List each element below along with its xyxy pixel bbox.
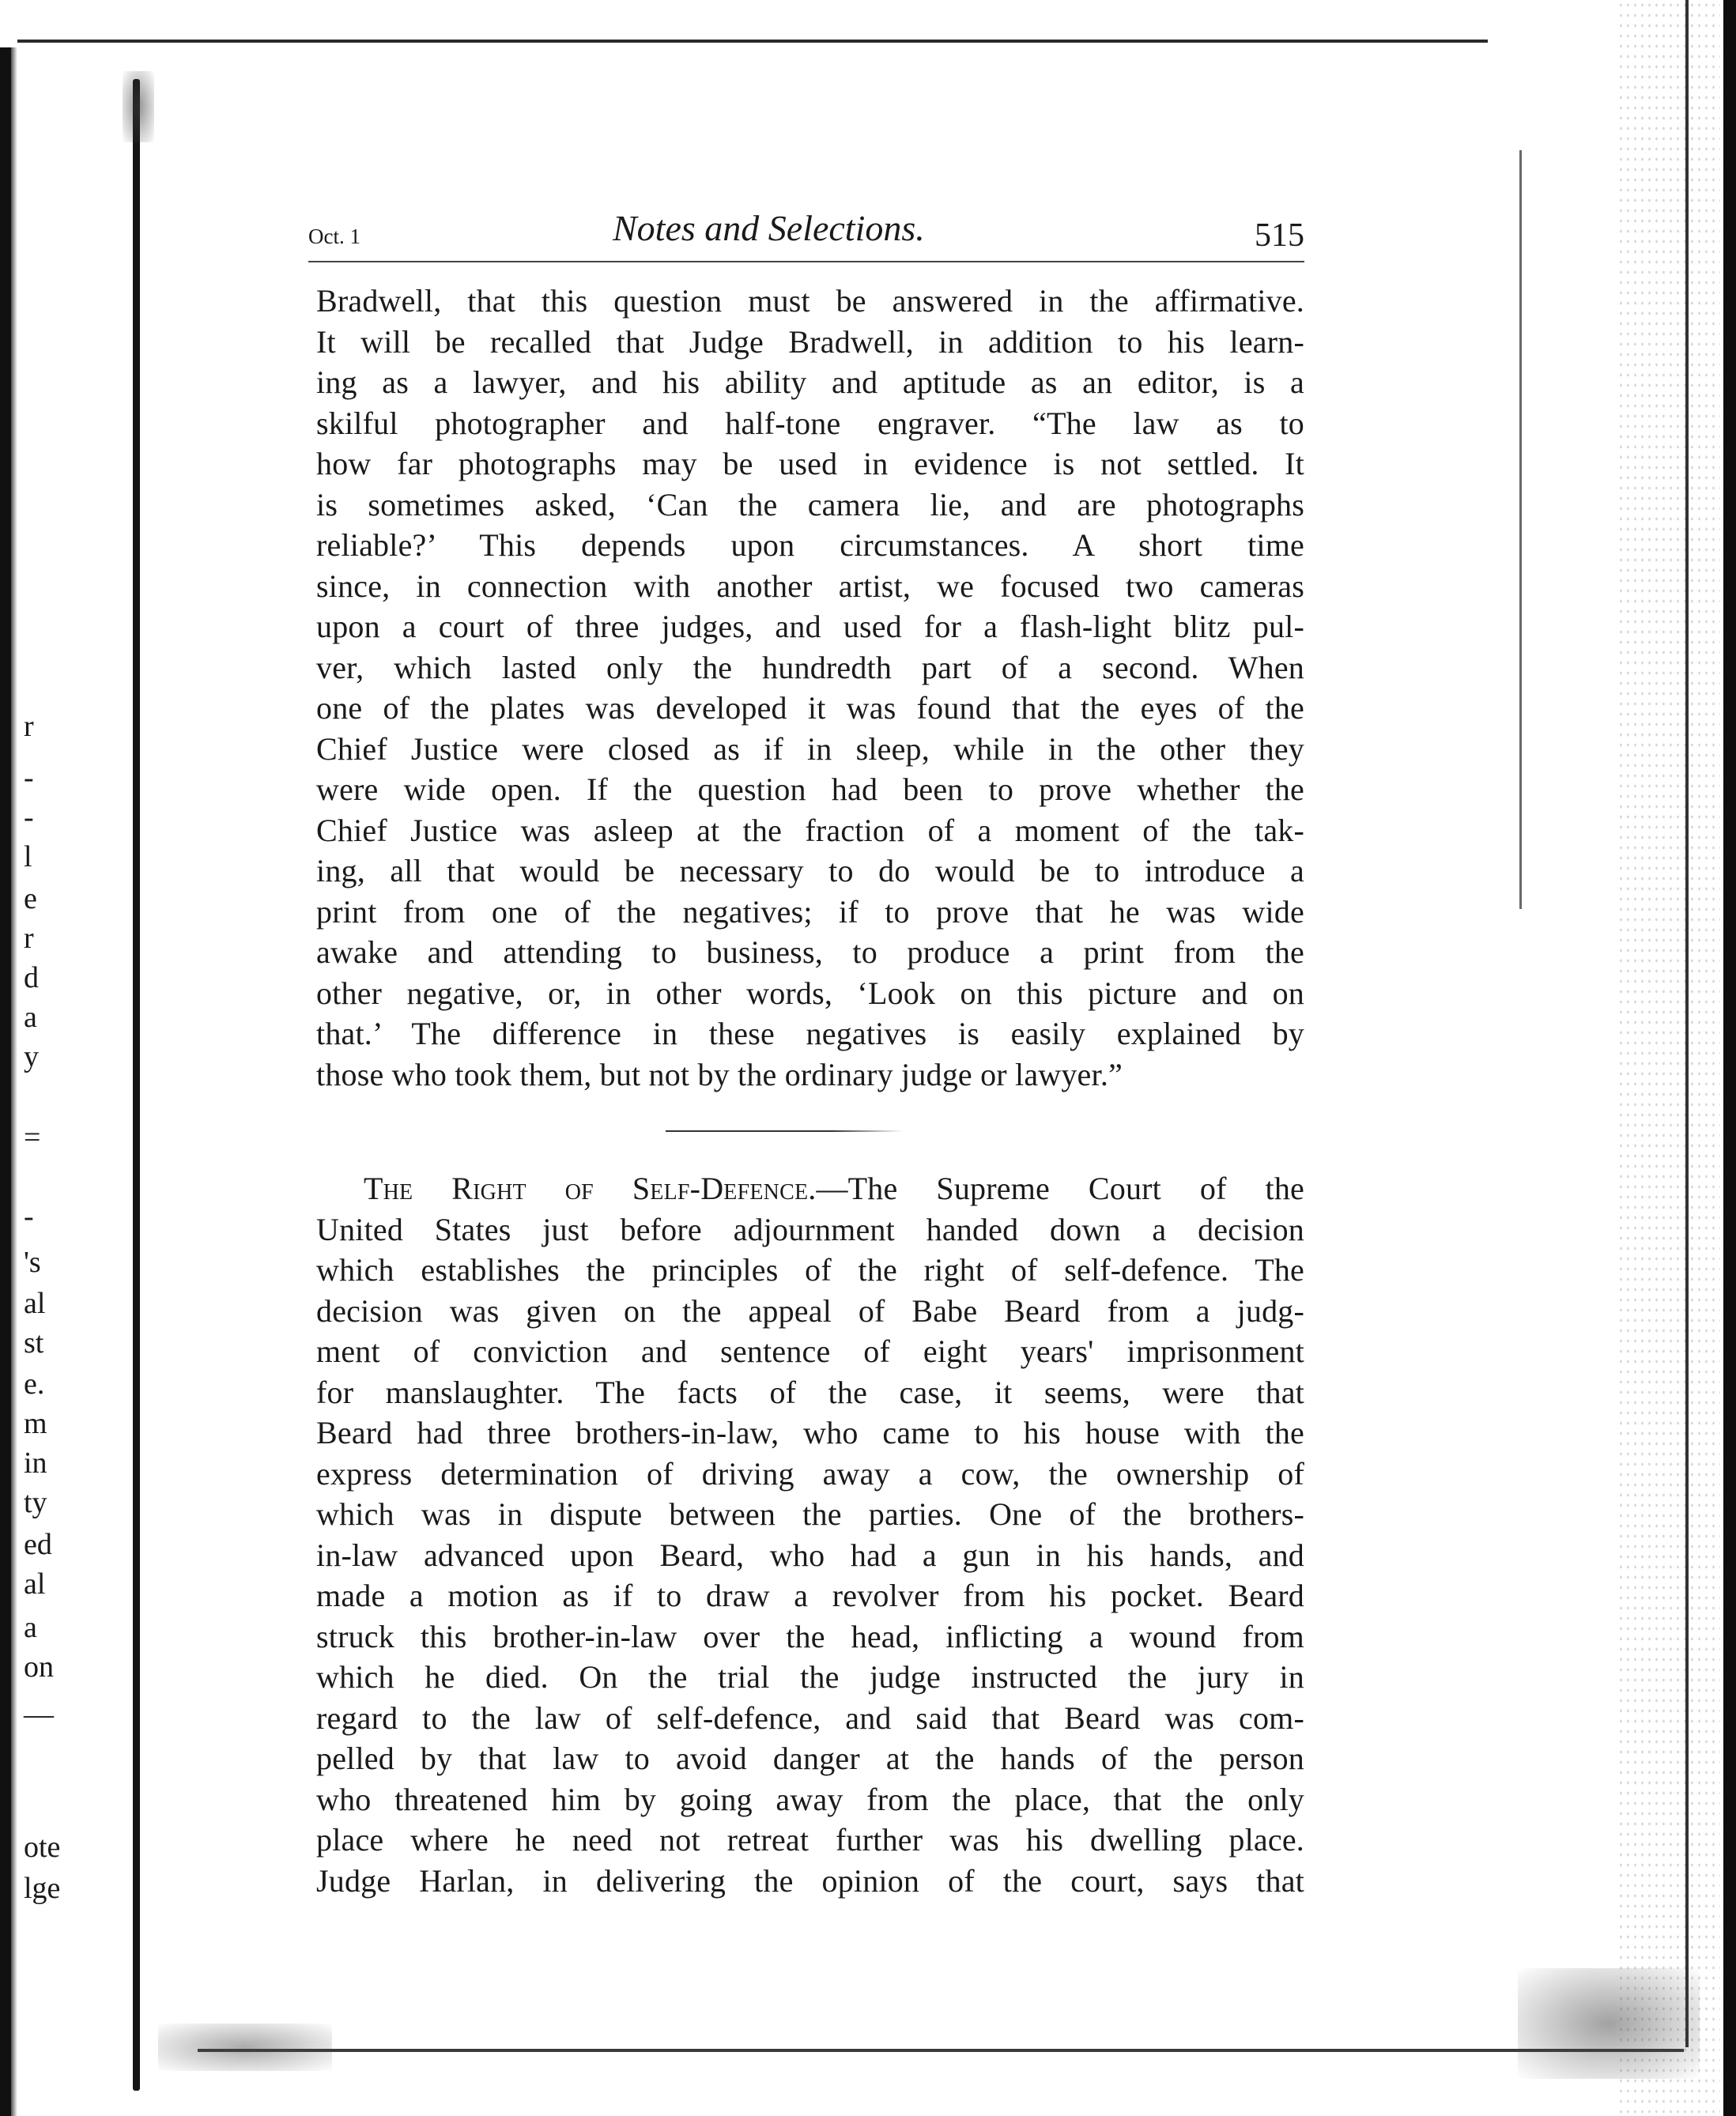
facing-fragment: ed [24,1528,52,1561]
facing-fragment: a [24,1001,37,1034]
facing-fragment: — [24,1698,54,1731]
running-head [308,207,1304,255]
facing-page-fragments [17,0,128,2116]
text-line: Bradwell, that this question must be answered in the affirmative. [316,283,1304,319]
page-binding-edge [133,79,140,2091]
facing-fragment: e [24,882,37,915]
text-line: made a motion as if to draw a revolver from his pocket. Beard [316,1578,1304,1613]
scan-left-edge [0,47,11,2116]
facing-fragment: al [24,1287,46,1320]
text-line: in-law advanced upon Beard, who had a gun in his hands, and [316,1537,1304,1573]
header-title: Notes and Selections. [613,208,925,248]
facing-fragment: r [24,922,34,955]
text-line: how far photographs may be used in evidence is not settled. It [316,446,1304,481]
text-line: awake and attending to business, to produce a print from the [316,934,1304,970]
text-line: reliable?’ This depends upon circumstances. A short time [316,527,1304,563]
text-line-rest: —The Supreme Court of the [816,1171,1305,1206]
text-line: which was in dispute between the parties. One of the brothers- [316,1496,1304,1532]
text-line: which he died. On the trial the judge instructed the jury in [316,1659,1304,1695]
text-line: since, in connection with another artist, we focused two cameras [316,568,1304,604]
facing-fragment: - [24,801,34,834]
text-line: Chief Justice were closed as if in sleep, while in the other they [316,730,1304,767]
header-rule [308,261,1304,262]
facing-fragment: in [24,1446,47,1480]
text-line: upon a court of three judges, and used for a flash-light blitz pul- [316,609,1304,644]
facing-fragment: ote [24,1831,61,1864]
text-line: ing, all that would be necessary to do would be to introduce a [316,853,1304,888]
text-line: Beard had three brothers-in-law, who came to his house with the [316,1415,1304,1450]
text-line: ment of conviction and sentence of eight years' imprisonment [316,1333,1304,1369]
text-line: one of the plates was developed it was found that the eyes of the [316,690,1304,726]
scan-top-edge [17,40,1488,43]
section-separator [666,1130,903,1132]
facing-fragment: e. [24,1367,45,1401]
text-line: Judge Harlan, in delivering the opinion of the court, says that [316,1862,1304,1899]
margin-rule [1519,150,1522,909]
scan-left-edge-shadow [11,47,17,2116]
facing-fragment: st [24,1326,44,1360]
scan-bottom-smudge [158,2024,332,2071]
text-line: who threatened him by going away from the place, that the only [316,1781,1304,1817]
scan-bottom-edge [198,2049,1684,2052]
text-line: ver, which lasted only the hundredth part of a second. When [316,649,1304,685]
text-line: is sometimes asked, ‘Can the camera lie, and are photographs [316,486,1304,522]
facing-fragment: r [24,710,34,743]
text-line: those who took them, but not by the ordinary judge or lawyer.” [316,1056,1123,1092]
text-line: struck this brother-in-law over the head, inflicting a wound from [316,1618,1304,1654]
facing-fragment: d [24,961,39,994]
text-line: United States just before adjournment handed down a decision [316,1211,1304,1247]
text-line: decision was given on the appeal of Babe Beard from a judg- [316,1292,1304,1329]
article-heading: The Right of Self-Defence. [364,1171,817,1206]
text-line: that.’ The difference in these negatives is easily explained by [316,1016,1304,1051]
text-line: other negative, or, in other words, ‘Look on this picture and on [316,975,1304,1011]
text-line: place where he need not retreat further was his dwelling place. [316,1822,1304,1858]
article-self-defence [316,1168,1304,1901]
facing-fragment: on [24,1650,54,1684]
text-line: pelled by that law to avoid danger at the hands of the person [316,1741,1304,1776]
facing-fragment: ty [24,1486,47,1519]
text-line [316,1168,1304,1209]
header-date: Oct. 1 [308,224,360,248]
text-line: were wide open. If the question had been to prove whether the [316,771,1304,807]
facing-fragment: l [24,840,32,873]
text-line: print from one of the negatives; if to prove that he was wide [316,893,1304,930]
text-line: for manslaughter. The facts of the case, it seems, were that [316,1374,1304,1410]
page-number: 515 [1255,217,1304,254]
scan-right-border [1685,0,1689,2047]
text-line: skilful photographer and half-tone engraver. “The law as to [316,405,1304,441]
facing-fragment: 's [24,1246,41,1279]
text-line: express determination of driving away a cow, the ownership of [316,1455,1304,1492]
scan-right-edge [1723,0,1736,2116]
scan-corner-smudge [1518,1968,1700,2079]
facing-fragment: m [24,1407,47,1440]
text-line: regard to the law of self-defence, and said that Beard was com- [316,1699,1304,1736]
facing-fragment: - [24,761,34,794]
text-line: ing as a lawyer, and his ability and aptitude as an editor, is a [316,364,1304,400]
facing-fragment: al [24,1567,46,1601]
facing-fragment: = [24,1121,41,1154]
facing-fragment: lge [24,1872,61,1905]
scan-speckle [1617,0,1720,2116]
text-line: which establishes the principles of the right of self-defence. The [316,1252,1304,1288]
facing-fragment: a [24,1611,37,1644]
article-bradwell-photographs [316,281,1304,1095]
facing-fragment: - [24,1200,34,1233]
facing-fragment: y [24,1040,39,1073]
text-line: It will be recalled that Judge Bradwell, in addition to his learn- [316,323,1304,360]
text-line: Chief Justice was asleep at the fraction of a moment of the tak- [316,812,1304,848]
